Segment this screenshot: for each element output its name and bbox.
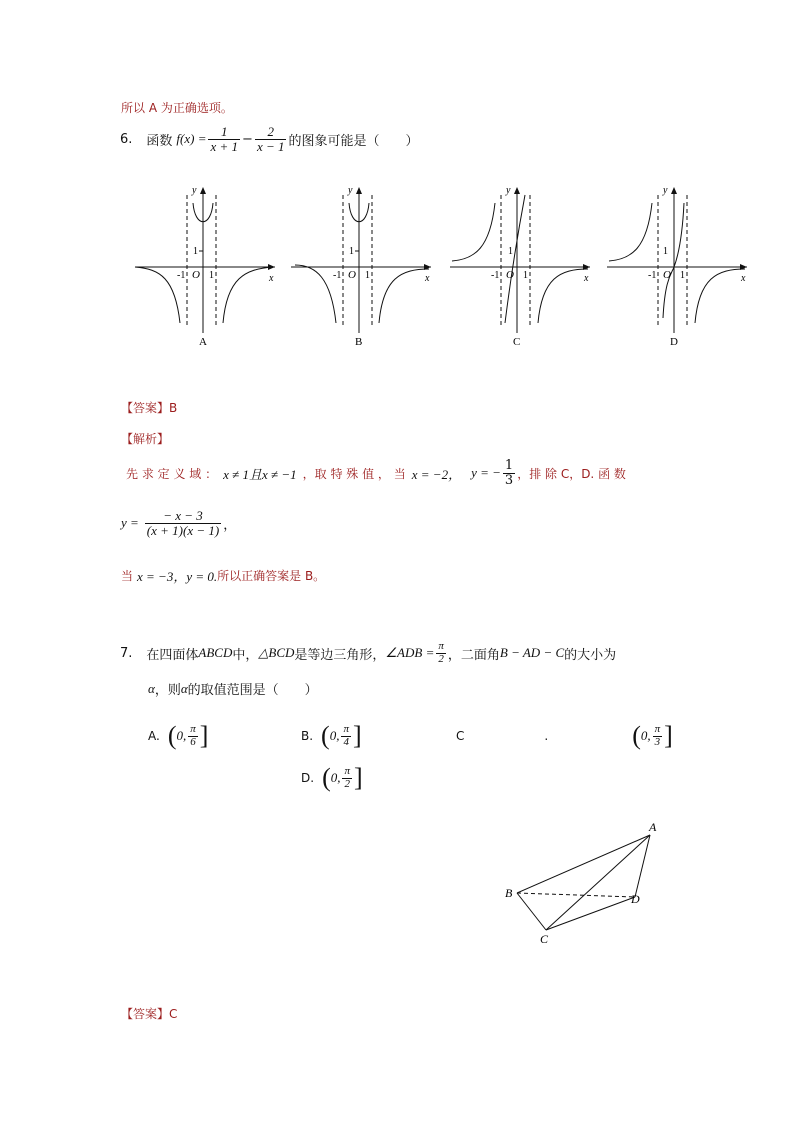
option-d-letter: D.: [301, 771, 315, 785]
label-origin: O: [663, 269, 671, 281]
label-one: 1: [209, 270, 214, 281]
label-origin: O: [348, 269, 356, 281]
question-7-stem: [120, 636, 616, 670]
option-b[interactable]: [301, 718, 362, 754]
label-y-one: 1: [349, 246, 354, 257]
line2-y: y =: [121, 515, 139, 530]
option-a-letter: A.: [148, 729, 160, 743]
question-number: 6.: [120, 131, 133, 147]
fraction-1: [208, 125, 240, 153]
line1-fraction: [503, 459, 515, 487]
option-d-den: 2: [344, 777, 350, 790]
graph-c-svg: [450, 183, 595, 353]
option-d-interval: [322, 765, 363, 791]
open-paren: (: [632, 721, 641, 750]
line1-fraction-numerator: 1: [504, 457, 514, 473]
graph-d: [607, 183, 752, 357]
y-axis-arrow: [200, 187, 206, 194]
label-y: y: [663, 185, 668, 196]
option-a-den: 6: [190, 735, 196, 748]
option-c[interactable]: [456, 718, 673, 754]
option-a-num: π: [190, 722, 196, 735]
line1-xval: x = −2，: [411, 466, 462, 482]
stem-b: 中，: [232, 647, 259, 663]
label-x: x: [425, 273, 430, 284]
graph-a: [135, 183, 280, 357]
analysis-6-line1: [126, 455, 626, 491]
open-paren: (: [322, 763, 331, 792]
option-b-interval: [321, 723, 362, 749]
option-d[interactable]: [301, 760, 363, 796]
option-b-letter: B.: [301, 729, 314, 743]
option-d-lower: 0,: [330, 770, 341, 785]
fraction-1-denominator: x + 1: [210, 138, 239, 154]
question-number: 7.: [120, 645, 133, 661]
label-origin: O: [506, 269, 514, 281]
label-y: y: [192, 185, 197, 196]
alpha-symbol: α: [148, 680, 155, 696]
y-axis-arrow: [514, 187, 520, 194]
label-neg-one: -1: [333, 270, 342, 281]
curve-right: [379, 269, 429, 323]
edge-da: [635, 835, 650, 897]
option-c-den: 3: [654, 735, 661, 748]
option-c-letter: C: [456, 729, 465, 743]
graph-b-label: B: [355, 336, 363, 348]
edge-bd: [517, 893, 635, 897]
analysis-6-line2: [121, 503, 236, 543]
stem-c: 是等边三角形，: [294, 647, 386, 663]
line2-denominator: (x + 1)(x − 1): [146, 522, 220, 538]
label-origin: O: [192, 269, 200, 281]
label-y-one: 1: [508, 246, 513, 257]
option-c-fraction: [653, 724, 663, 748]
line1-domain: x ≠ 1且x ≠ −1: [223, 466, 297, 482]
curve-right: [223, 267, 273, 323]
line3-text-b: 所以正确答案是 B。: [217, 569, 326, 583]
tetrahedron-figure: [500, 815, 670, 954]
fraction-2: [255, 125, 287, 153]
option-a-interval: [168, 723, 209, 749]
stem-prefix: 函数: [146, 133, 173, 149]
label-y: y: [348, 185, 353, 196]
tetrahedron-svg: [500, 815, 670, 950]
vertex-a-label: A: [649, 820, 657, 834]
line3-math: x = −3，y = 0.: [137, 569, 218, 584]
line2-tail: ，: [223, 517, 237, 533]
line1-text-b: ，取 特 殊 值 ， 当: [302, 466, 406, 481]
stem-d: ，二面角: [447, 647, 500, 663]
curve-middle: [505, 195, 525, 323]
stem-suffix: 的图象可能是（ ）: [288, 133, 419, 149]
option-b-den: 4: [343, 735, 349, 748]
stem-g: 的取值范围是（ ）: [187, 683, 318, 698]
angle-numerator: π: [438, 639, 444, 652]
curve-left: [452, 203, 495, 261]
graph-d-svg: [607, 183, 752, 353]
y-axis-arrow: [671, 187, 677, 194]
label-y-one: 1: [663, 246, 668, 257]
label-one: 1: [523, 270, 528, 281]
label-neg-one: -1: [648, 270, 657, 281]
answer-6: 【答案】B: [121, 401, 178, 415]
analysis-6-line3: [121, 566, 325, 585]
label-y: y: [506, 185, 511, 196]
graph-b: [291, 183, 436, 357]
line1-fraction-denominator: 3: [504, 472, 514, 488]
angle-denominator: 2: [438, 652, 444, 665]
fraction-1-numerator: 1: [208, 125, 240, 140]
line1-text-a: 先 求 定 义 域 ：: [126, 466, 218, 481]
alpha-symbol-2: α: [180, 680, 188, 696]
option-b-fraction: [341, 724, 351, 748]
option-b-num: π: [343, 722, 349, 735]
line1-text-c: ，排 除 C，D. 函 数: [517, 466, 626, 481]
fraction-2-numerator: 2: [255, 125, 287, 140]
graph-d-label: D: [670, 336, 678, 348]
close-bracket: ]: [199, 721, 209, 750]
label-y-one: 1: [193, 246, 198, 257]
option-c-lower: 0,: [640, 728, 651, 743]
label-x: x: [269, 273, 274, 284]
label-neg-one: -1: [177, 270, 186, 281]
angle-expr: ∠ADB =: [385, 645, 435, 660]
label-neg-one: -1: [491, 270, 500, 281]
analysis-6-tag: 【解析】: [121, 432, 170, 446]
graph-b-svg: [291, 183, 436, 353]
answer-7: 【答案】C: [121, 1007, 178, 1021]
graph-c-label: C: [513, 336, 521, 348]
close-bracket: ]: [664, 721, 673, 750]
edge-cd: [546, 897, 635, 930]
label-one: 1: [365, 270, 370, 281]
label-x: x: [584, 273, 589, 284]
curve-right: [538, 269, 588, 323]
close-bracket: ]: [354, 763, 363, 792]
curve-left: [135, 267, 180, 323]
option-c-num: π: [654, 722, 661, 735]
angle-fraction: [436, 641, 446, 665]
graph-a-svg: [135, 183, 280, 353]
vertex-b-label: B: [505, 886, 513, 900]
option-a-lower: 0,: [176, 728, 187, 743]
close-bracket: ]: [352, 721, 362, 750]
curve-left: [609, 203, 652, 261]
stem-e: 的大小为: [564, 647, 617, 663]
dihedral-expr: B − AD − C: [499, 645, 565, 660]
open-paren: (: [167, 721, 177, 750]
open-paren: (: [321, 721, 330, 750]
question-6-stem: [120, 122, 419, 156]
edge-ca: [546, 835, 650, 930]
curve-left: [295, 265, 336, 323]
label-one: 1: [680, 270, 685, 281]
fraction-2-denominator: x − 1: [256, 138, 285, 154]
edge-ba: [517, 835, 650, 893]
edge-bc: [517, 893, 546, 930]
line2-fraction: [145, 509, 221, 537]
vertex-d-label: D: [631, 892, 640, 906]
option-c-dot: .: [544, 729, 549, 743]
option-a-fraction: [188, 724, 198, 748]
option-d-fraction: [342, 766, 352, 790]
option-a[interactable]: [148, 718, 208, 754]
line2-numerator: − x − 3: [145, 509, 221, 524]
question-7-stem-line2: [148, 679, 318, 698]
label-x: x: [741, 273, 746, 284]
triangle-name: △BCD: [258, 645, 295, 660]
option-d-num: π: [344, 764, 350, 777]
tetrahedron-name: ABCD: [198, 645, 233, 660]
stem-a: 在四面体: [146, 647, 199, 663]
graph-c: [450, 183, 595, 357]
stem-f: ，则: [154, 683, 181, 698]
option-b-lower: 0,: [329, 728, 340, 743]
previous-conclusion: 所以 A 为正确选项。: [121, 101, 233, 115]
line1-y: y = −: [471, 465, 501, 480]
minus-sign: −: [242, 131, 253, 147]
vertex-c-label: C: [540, 932, 549, 946]
graph-a-label: A: [199, 336, 207, 348]
line3-text-a: 当: [121, 569, 134, 583]
curve-right: [695, 269, 745, 323]
y-axis-arrow: [356, 187, 362, 194]
function-lhs: f(x) =: [176, 131, 207, 146]
option-c-interval: [632, 723, 673, 749]
